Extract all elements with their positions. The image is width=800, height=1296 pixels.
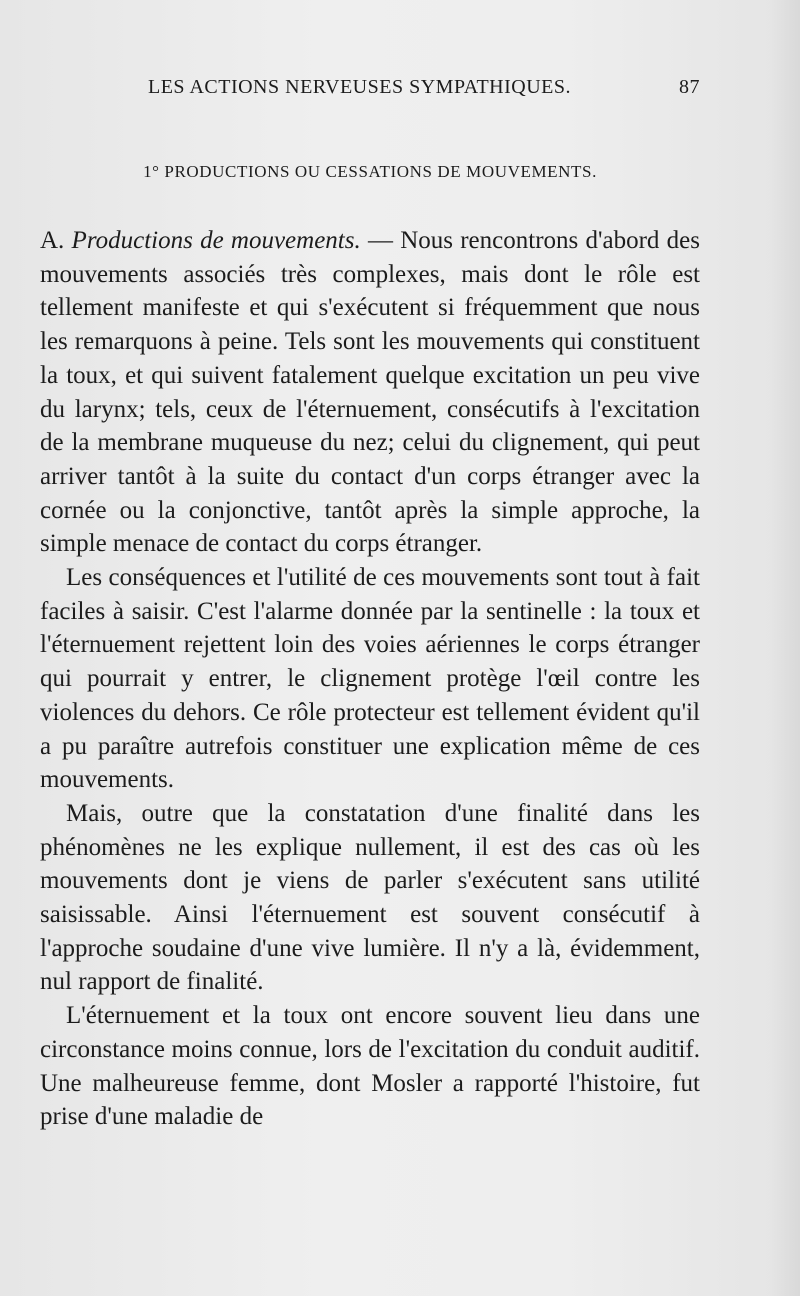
- running-title: LES ACTIONS NERVEUSES SYMPATHIQUES.: [148, 76, 571, 98]
- section-heading: 1° PRODUCTIONS OU CESSATIONS DE MOUVEMENTS.: [143, 162, 597, 181]
- page-number: 87: [679, 76, 700, 98]
- page-edge-shadow: [770, 0, 800, 1296]
- paragraph-2: Les conséquences et l'utilité de ces mouvements sont tout à fait faciles à saisir. C'est l'alarme donnée par la sentinelle : la toux et l'éternuement rejettent loin des voies aériennes le corps étranger qui pourrait y entrer, le clignement protège l'œil contre les violences du dehors. Ce rôle protecteur est tellement évident qu'il a pu paraître autrefois constituer une explication même de ces mouvements.: [40, 564, 700, 794]
- paragraph-3: Mais, outre que la constatation d'une finalité dans les phénomènes ne les explique nullement, il est des cas où les mouvements dont je viens de parler s'exécutent sans utilité saisissable. Ainsi l'éternuement est souvent consécutif à l'approche soudaine d'une vive lumière. Il n'y a là, évidemment, nul rapport de finalité.: [40, 799, 700, 996]
- paragraph-1: [40, 224, 700, 561]
- paragraph-4: L'éternuement et la toux ont encore souvent lieu dans une circonstance moins connue, lors de l'excitation du conduit auditif. Une malheureuse femme, dont Mosler a rapporté l'histoire, fut prise d'une maladie de: [40, 1002, 700, 1131]
- body-text: [40, 224, 700, 1134]
- paragraph-1-text: — Nous rencontrons d'abord des mouvements associés très complexes, mais dont le rôle est tellement manifeste et qui s'exécutent si fréquemment que nous les remarquons à peine. Tels sont les mouvements qui constituent la toux, et qui suivent fatalement quelque excitation un peu vive du larynx; tels, ceux de l'éternuement, consécutifs à l'excitation de la membrane muqueuse du nez; celui du clignement, qui peut arriver tantôt à la suite du contact d'un corps étranger avec la cornée ou la conjonctive, tantôt après la simple approche, la simple menace de contact du corps étranger.: [40, 227, 700, 558]
- running-head: [40, 76, 700, 106]
- paragraph-1-marker: A.: [40, 227, 72, 254]
- paragraph-1-run-in-title: Productions de mouvements.: [71, 227, 361, 254]
